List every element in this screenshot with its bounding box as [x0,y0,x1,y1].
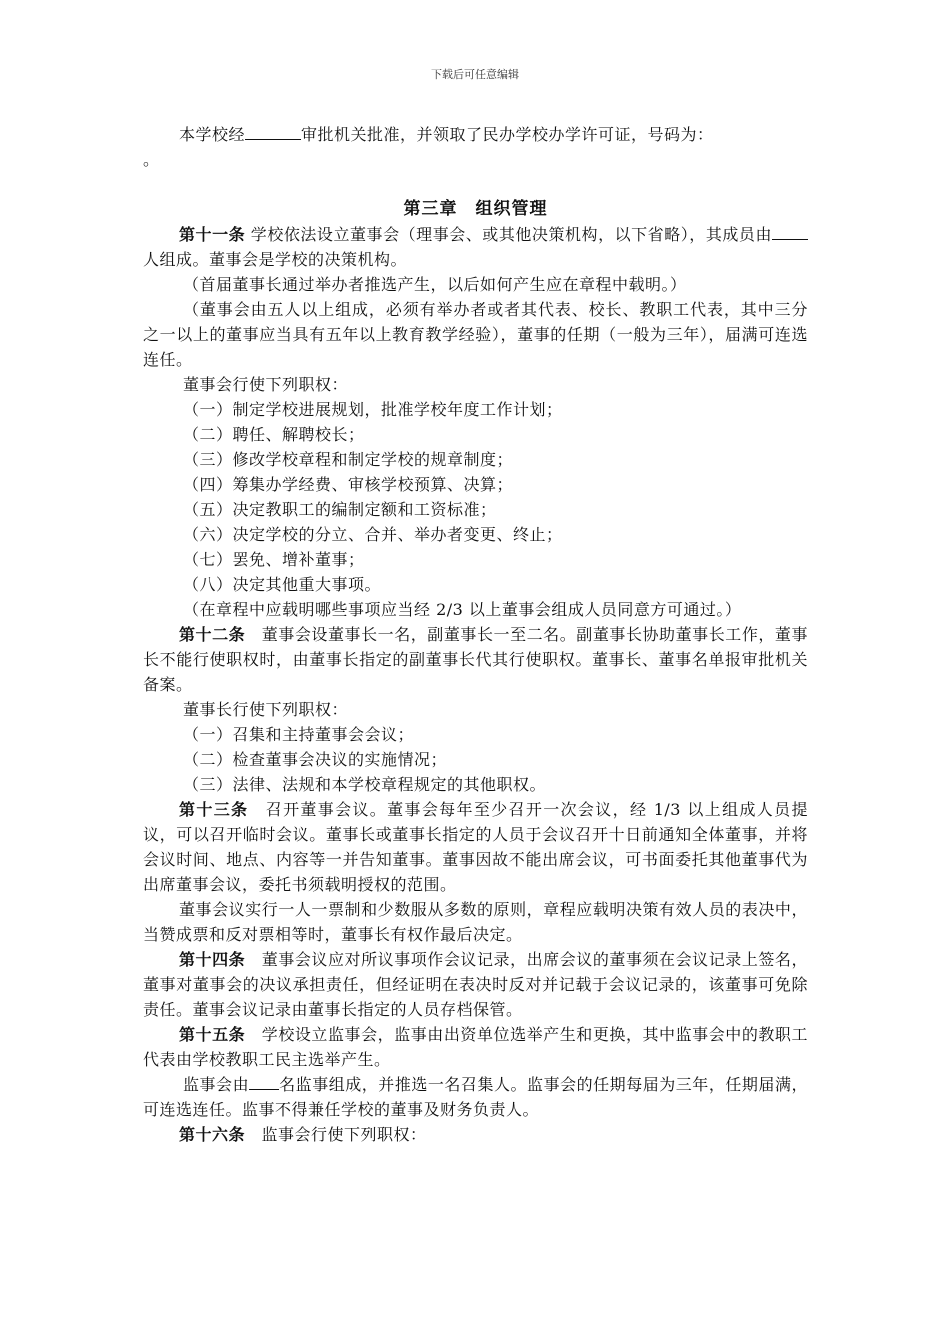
supervisors-text-a: 监事会由 [183,1075,250,1094]
chapter-title: 第三章 组织管理 [403,199,548,219]
chair-powers-intro: 董事长行使下列职权： [183,700,349,719]
note-first-chairman: （首届董事长通过举办者推选产生，以后如何产生应在章程中载明。） [183,275,687,294]
board-power-item: （二）聘任、解聘校长； [183,425,365,444]
article-12-text: 董事会设董事长一名，副董事长一至二名。副董事长协助董事长工作，董事长不能行使职权时，由董事长指定的副董事长代其行使职权。董事长、董事名单报审批机关备案。 [143,625,808,694]
approval-authority-blank [245,124,301,140]
supervisor-count-blank [249,1074,279,1090]
article-14-label: 第十四条 [179,950,246,969]
article-13-text: 召开董事会议。董事会每年至少召开一次会议，经 1/3 以上组成人员提议，可以召开临时会议。董事长或董事长指定的人员于会议召开十日前通知全体董事，并将会议时间、地点、内容等一并告知董事。董事因故不能出席会议，可书面委托其他董事代为出席董事会议，委托书须载明授权的范围。 [143,800,808,894]
board-power-item: （一）制定学校进展规划，批准学校年度工作计划； [183,400,563,419]
article-15 [143,1022,808,1072]
article-15-label: 第十五条 [179,1025,246,1044]
approval-text-a: 本学校经 [179,125,246,144]
approval-paragraph [143,122,808,172]
board-power-item: （三）修改学校章程和制定学校的规章制度； [183,450,514,469]
approval-text-end: 。 [143,150,160,169]
article-13 [143,797,808,897]
article-16 [143,1122,808,1147]
page-header: 下载后可任意编辑 [431,68,519,81]
board-power-item: （五）决定教职工的编制定额和工资标准； [183,500,497,519]
article-11-text-a: 学校依法设立董事会（理事会、或其他决策机构，以下省略），其成员由 [245,225,772,244]
article-11-text-b: 人组成。董事会是学校的决策机构。 [143,250,408,269]
supervisors-text-b: 名监事组成，并推选一名召集人。监事会的任期每届为三年，任期届满，可连选连任。监事不得兼任学校的董事及财务负责人。 [143,1075,808,1119]
board-power-item: （六）决定学校的分立、合并、举办者变更、终止； [183,525,563,544]
article-11 [143,222,808,272]
article-15-text: 学校设立监事会，监事由出资单位选举产生和更换，其中监事会中的教职工代表由学校教职工民主选举产生。 [143,1025,808,1069]
voting-rule: 董事会议实行一人一票制和少数服从多数的原则，章程应载明决策有效人员的表决中，当赞成票和反对票相等时，董事长有权作最后决定。 [143,900,808,944]
article-11-label: 第十一条 [179,225,246,244]
document-body [143,122,808,1147]
chair-power-item: （三）法律、法规和本学校章程规定的其他职权。 [183,775,547,794]
board-power-item: （四）筹集办学经费、审核学校预算、决算； [183,475,514,494]
article-16-text: 监事会行使下列职权： [245,1125,427,1144]
approval-text-b: 审批机关批准，并领取了民办学校办学许可证，号码为： [301,125,714,144]
board-powers-intro: 董事会行使下列职权： [183,375,349,394]
article-16-label: 第十六条 [179,1125,246,1144]
article-14-text: 董事会议应对所议事项作会议记录，出席会议的董事须在会议记录上签名，董事对董事会的决议承担责任，但经证明在表决时反对并记载于会议记录的，该董事可免除责任。董事会议记录由董事长指定的人员存档保管。 [143,950,808,1019]
supervisors-paragraph [143,1072,808,1122]
article-13-label: 第十三条 [179,800,249,819]
note-board-composition: （董事会由五人以上组成，必须有举办者或者其代表、校长、教职工代表，其中三分之一以上的董事应当具有五年以上教育教学经验），董事的任期（一般为三年），届满可连选连任。 [143,300,808,369]
article-12-label: 第十二条 [179,625,246,644]
article-12 [143,622,808,697]
board-power-item: （八）决定其他重大事项。 [183,575,382,594]
board-power-item: （七）罢免、增补董事； [183,550,365,569]
board-size-blank [772,224,808,240]
note-two-thirds: （在章程中应载明哪些事项应当经 2/3 以上董事会组成人员同意方可通过。） [183,600,742,619]
article-14 [143,947,808,1022]
chair-power-item: （二）检查董事会决议的实施情况； [183,750,448,769]
chair-power-item: （一）召集和主持董事会会议； [183,725,415,744]
